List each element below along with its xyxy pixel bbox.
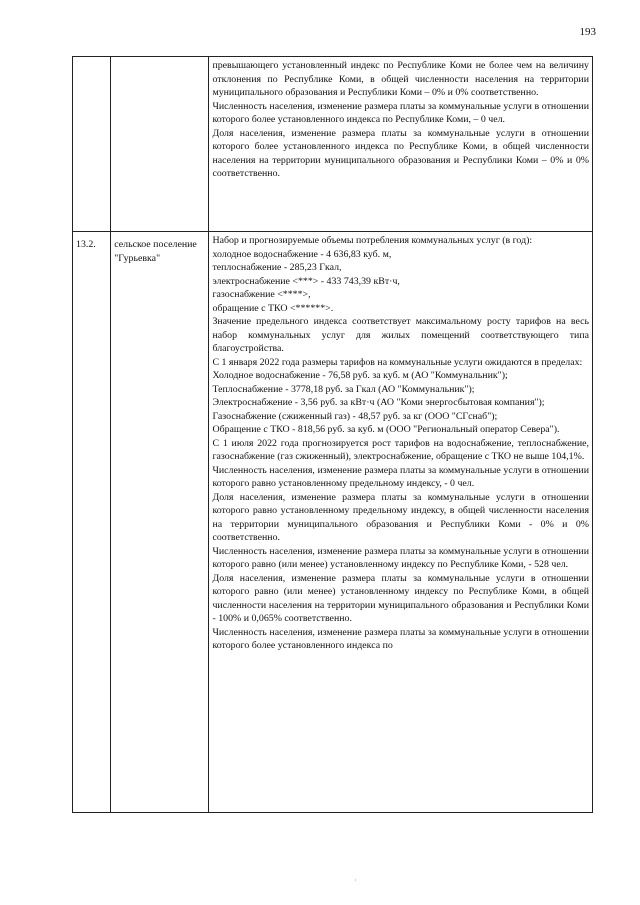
paragraph: Холодное водоснабжение - 76,58 руб. за куб. м (АО "Коммунальник"); [212, 370, 508, 381]
paragraph: обращение с ТКО <******>. [212, 302, 334, 314]
paragraph: Обращение с ТКО - 818,56 руб. за куб. м (ООО "Региональный оператор Севера"). [212, 424, 560, 435]
paragraph: теплоснабжение - 285,23 Гкал, [212, 262, 342, 273]
description-cell [209, 232, 593, 813]
row-number-cell [73, 57, 111, 232]
paragraph: Доля населения, изменение размера платы за коммунальные услуги в отношении которого более установленного индекса по Республике Коми, в общей численности населения на территории муниципального образования и Республики Коми – 0% и 0% соответственно. [212, 127, 589, 179]
paragraph: превышающего установленный индекс по Республике Коми не более чем на величину отклонения по Республике Коми, в общей численности населения на территории муниципального образования и Республики Коми – 0% и 0% соответственно. [212, 60, 589, 98]
paragraph: С 1 июля 2022 года прогнозируется рост тарифов на водоснабжение, теплоснабжение, газоснабжение (газ сжиженный), электроснабжение, обращение с ТКО не выше 104,1%. [212, 437, 589, 462]
paragraph: Набор и прогнозируемые объемы потребления коммунальных услуг (в год): [212, 235, 533, 246]
paragraph: Газоснабжение (сжиженный газ) - 48,57 руб. за кг (ООО "СГснаб"); [212, 410, 498, 422]
row-number-cell: 13.2. [73, 232, 111, 813]
page-number: 193 [579, 26, 596, 38]
table-row [73, 232, 593, 813]
paragraph: Доля населения, изменение размера платы за коммунальные услуги в отношении которого равно (или менее) установленному индексу по Республике Коми, в общей численности населения на территории муниципального образования и Республики Коми - 100% и 0,065% соответственно. [212, 572, 589, 624]
paragraph: Теплоснабжение - 3778,18 руб. за Гкал (АО "Коммунальник"); [212, 383, 475, 395]
scan-artifact-dot: · [354, 876, 357, 885]
tariff-table [72, 56, 593, 813]
settlement-name-cell: сельское поселение "Гурьевка" [111, 232, 209, 813]
settlement-name-cell [111, 57, 209, 232]
paragraph: Численность населения, изменение размера платы за коммунальные услуги в отношении которого более установленного индекса по [212, 626, 589, 651]
paragraph: Численность населения, изменение размера платы за коммунальные услуги в отношении которого более установленного индекса по Республике Коми, – 0 чел. [212, 100, 589, 125]
table-row [73, 57, 593, 232]
paragraph: Доля населения, изменение размера платы за коммунальные услуги в отношении которого равно установленному предельному индексу, в общей численности населения на территории муниципального образования и Республики Коми - 0% и 0% соответственно. [212, 491, 589, 543]
paragraph: холодное водоснабжение - 4 636,83 куб. м, [212, 248, 392, 260]
paragraph: Значение предельного индекса соответствует максимальному росту тарифов на весь набор коммунальных услуг для жилых помещений соответствующего типа благоустройства. [212, 316, 589, 354]
paragraph: С 1 января 2022 года размеры тарифов на коммунальные услуги ожидаются в пределах: [212, 356, 583, 368]
paragraph: электроснабжение <***> - 433 743,39 кВт·ч, [212, 275, 400, 287]
paragraph: Электроснабжение - 3,56 руб. за кВт·ч (АО "Коми энергосбытовая компания"); [212, 397, 545, 408]
paragraph: газоснабжение <****>, [212, 289, 311, 300]
paragraph: Численность населения, изменение размера платы за коммунальные услуги в отношении которого равно (или менее) установленному индексу по Республике Коми, - 528 чел. [212, 545, 589, 570]
description-cell [209, 57, 593, 232]
paragraph: Численность населения, изменение размера платы за коммунальные услуги в отношении которого равно установленному предельному индексу, - 0 чел. [212, 464, 589, 489]
